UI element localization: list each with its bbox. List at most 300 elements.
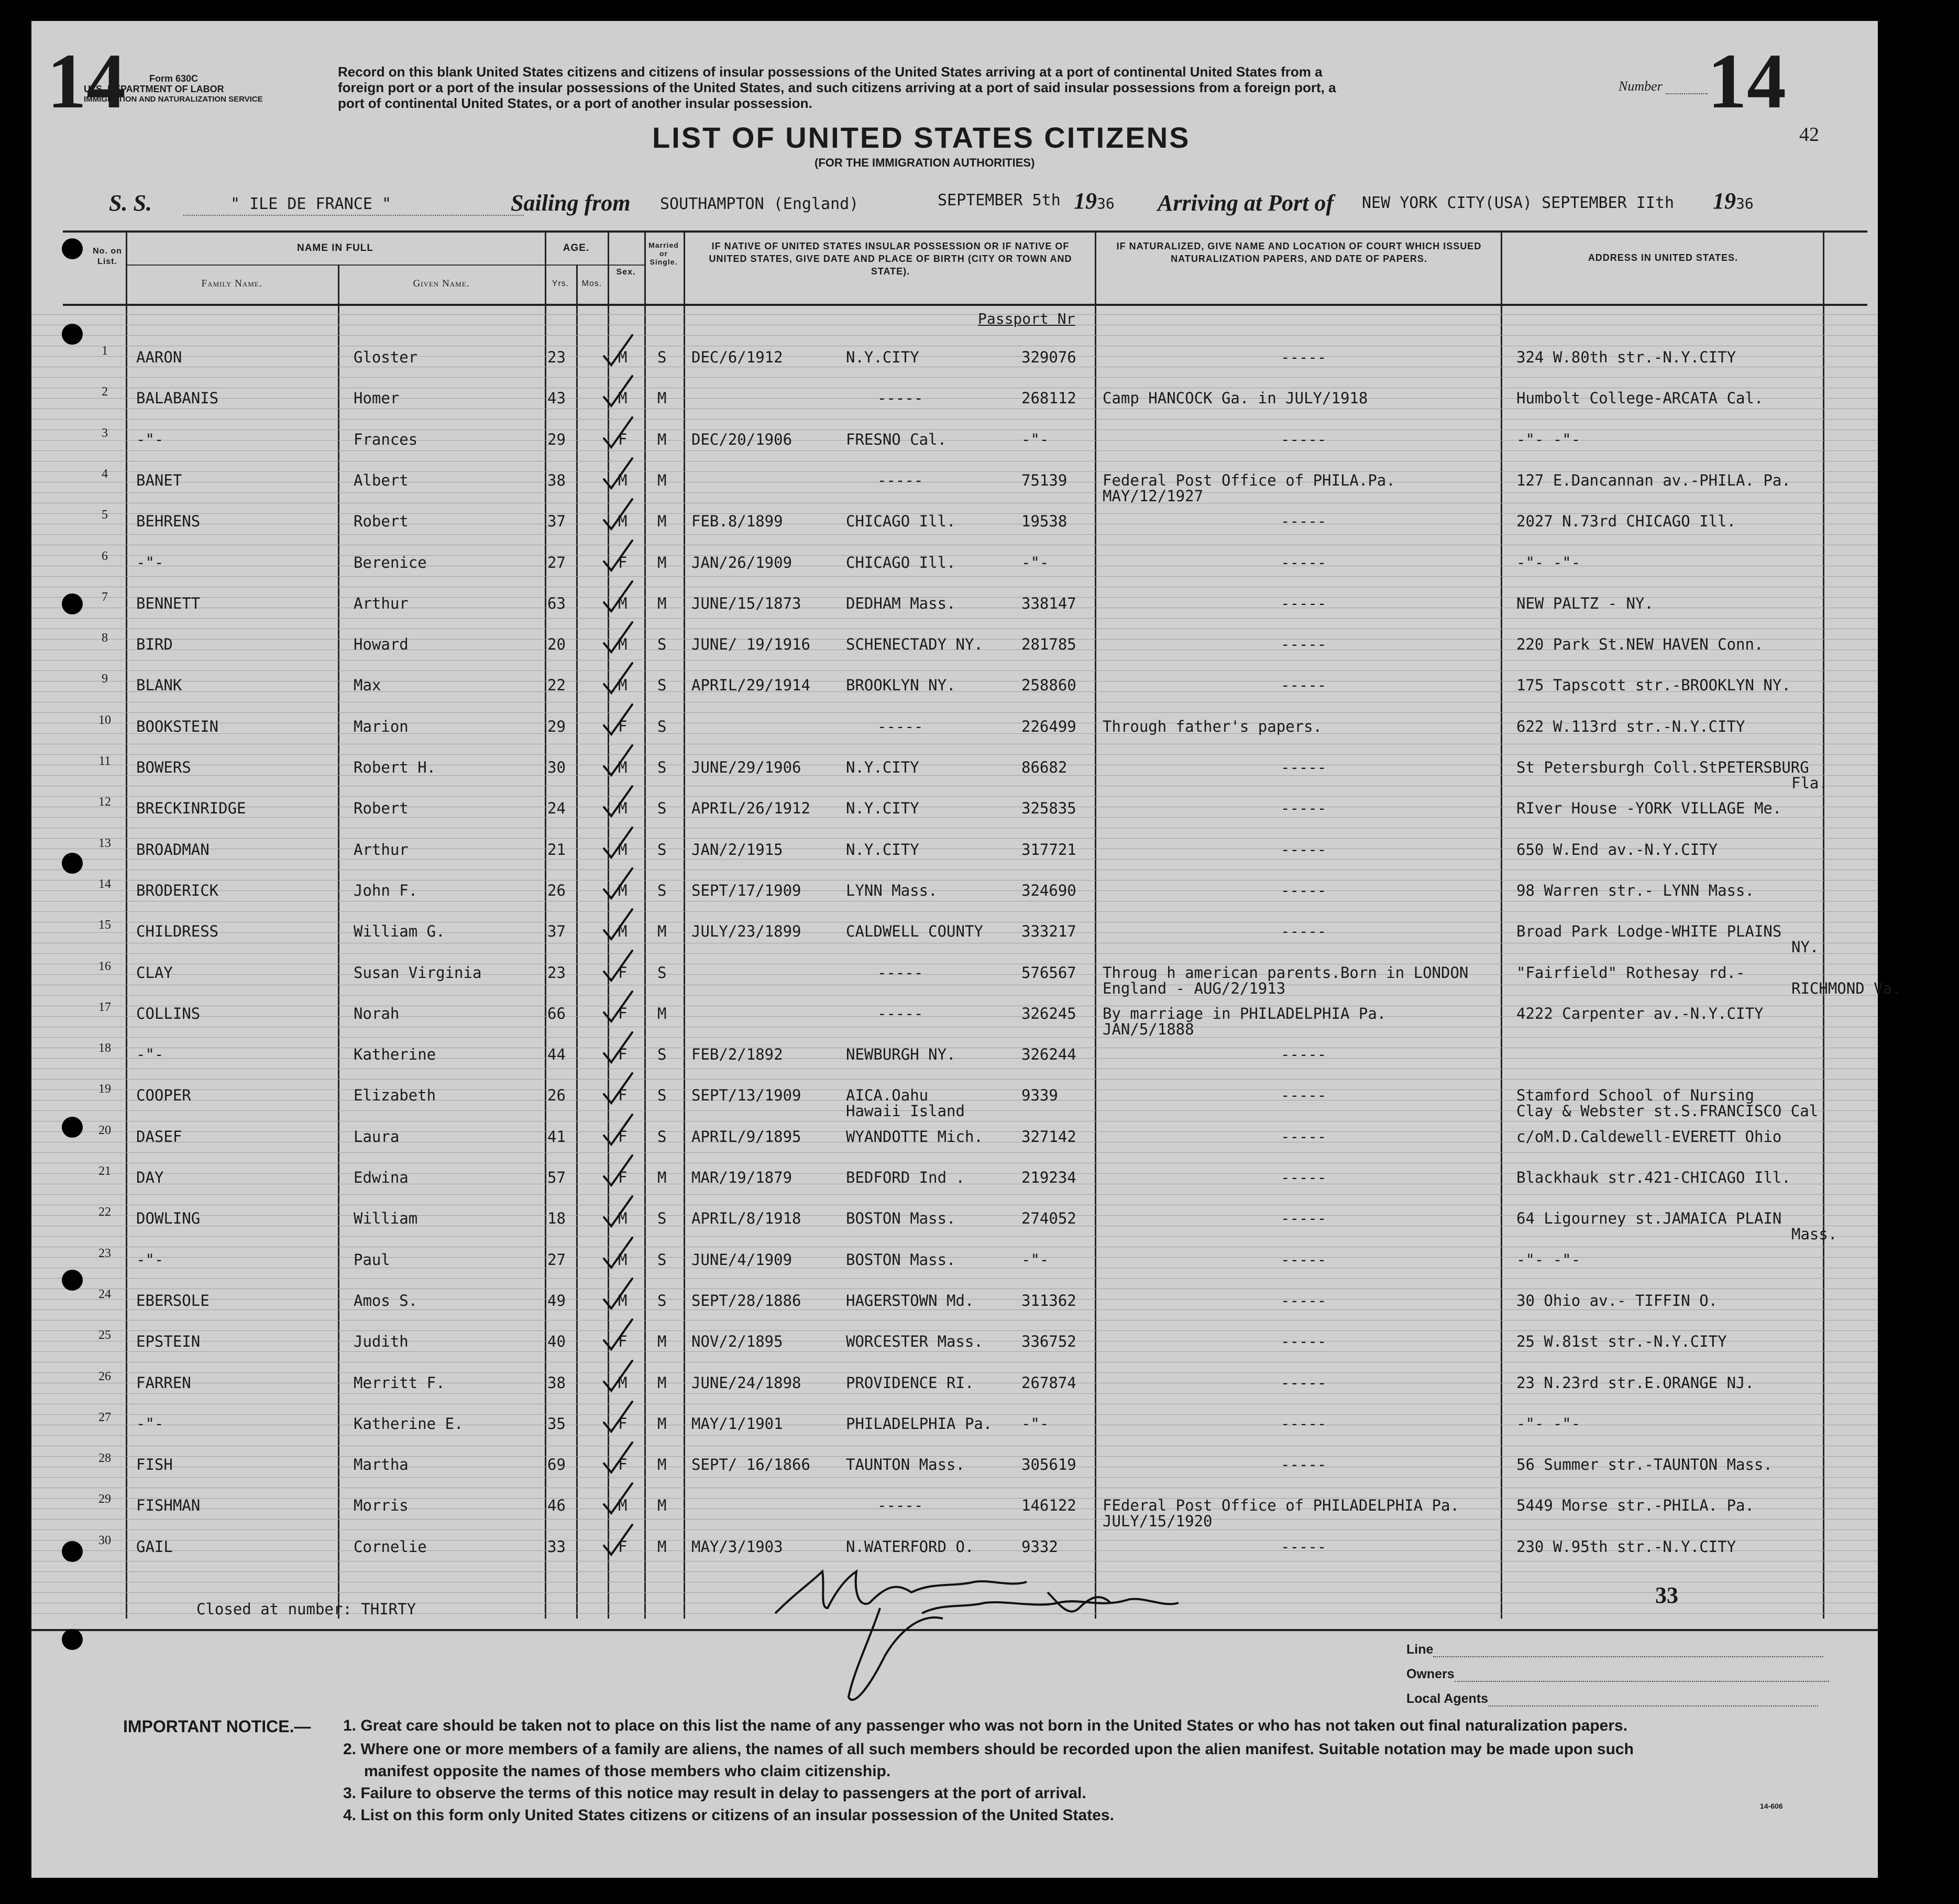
page-title: LIST OF UNITED STATES CITIZENS bbox=[652, 121, 1191, 154]
address: 2027 N.73rd CHICAGO Ill. bbox=[1516, 512, 1736, 531]
header-years: Yrs. bbox=[552, 279, 569, 288]
address: 23 N.23rd str.E.ORANGE NJ. bbox=[1516, 1373, 1754, 1392]
family-name: -"- bbox=[136, 430, 164, 448]
binder-hole bbox=[62, 1629, 83, 1650]
sex: F bbox=[618, 1414, 628, 1433]
address: Blackhauk str.421-CHICAGO Ill. bbox=[1516, 1169, 1791, 1186]
row-number: 27 bbox=[98, 1410, 111, 1424]
number-label bbox=[1619, 79, 1708, 94]
given-name: Marion bbox=[354, 717, 409, 735]
check-mark-icon bbox=[600, 579, 636, 615]
naturalization: ----- bbox=[1281, 922, 1327, 941]
row-number: 9 bbox=[102, 672, 108, 686]
check-mark-icon bbox=[600, 456, 636, 492]
passport-number: -"- bbox=[1021, 430, 1049, 448]
given-name: Katherine E. bbox=[354, 1414, 464, 1433]
naturalization: ----- bbox=[1281, 635, 1327, 654]
family-name: -"- bbox=[136, 1045, 164, 1064]
ledger-rule bbox=[31, 880, 1878, 881]
passport-number: 326244 bbox=[1021, 1045, 1076, 1064]
ledger-rule bbox=[31, 1236, 1878, 1237]
given-name: Berenice bbox=[354, 553, 427, 571]
passport-header: Passport Nr bbox=[978, 310, 1075, 327]
row-number: 10 bbox=[98, 713, 111, 727]
sex: M bbox=[618, 348, 628, 366]
sex: F bbox=[618, 1169, 628, 1186]
marital-status: S bbox=[657, 348, 667, 366]
sex: F bbox=[618, 717, 628, 735]
marital-status: M bbox=[657, 430, 667, 448]
check-mark-icon bbox=[600, 661, 636, 697]
age-years: 23 bbox=[547, 348, 566, 366]
arriving-port: NEW YORK CITY(USA) SEPTEMBER IIth bbox=[1362, 194, 1675, 212]
birth-place: CHICAGO Ill. bbox=[846, 553, 956, 571]
row-number: 22 bbox=[98, 1205, 111, 1219]
ledger-rule bbox=[31, 440, 1878, 441]
address: 650 W.End av.-N.Y.CITY bbox=[1516, 840, 1718, 859]
address: 220 Park St.NEW HAVEN Conn. bbox=[1516, 635, 1764, 654]
age-years: 27 bbox=[547, 553, 566, 571]
age-years: 30 bbox=[547, 758, 566, 776]
passport-number: 9339 bbox=[1021, 1086, 1058, 1105]
birth-date: JUNE/24/1898 bbox=[691, 1373, 801, 1392]
marital-status: S bbox=[657, 881, 667, 899]
birth-place: N.Y.CITY bbox=[846, 758, 919, 776]
age-years: 22 bbox=[547, 676, 566, 695]
row-number: 4 bbox=[102, 467, 108, 481]
naturalization: ----- bbox=[1281, 594, 1327, 612]
passport-number: 267874 bbox=[1021, 1373, 1076, 1392]
birth-place: PROVIDENCE RI. bbox=[846, 1373, 974, 1392]
marital-status: S bbox=[657, 1086, 667, 1105]
owners-label: Owners bbox=[1406, 1667, 1455, 1681]
check-mark-icon bbox=[600, 333, 636, 369]
row-number: 19 bbox=[98, 1082, 111, 1096]
birth-date: FEB.8/1899 bbox=[691, 512, 783, 531]
check-mark-icon bbox=[600, 1235, 636, 1272]
address: 98 Warren str.- LYNN Mass. bbox=[1516, 881, 1754, 899]
binder-hole bbox=[62, 593, 83, 614]
header-given-name: Given Name. bbox=[413, 278, 470, 289]
record-note-line-2: foreign port or a port of the insular possessions of the United States, and such citizens arriving at a port of said insular possessions from a foreign port, a bbox=[338, 80, 1336, 95]
check-mark-icon bbox=[600, 1522, 636, 1559]
naturalization: ----- bbox=[1281, 1414, 1327, 1433]
passport-number: 327142 bbox=[1021, 1127, 1076, 1146]
passport-number: 219234 bbox=[1021, 1169, 1076, 1186]
sex: M bbox=[618, 1291, 628, 1309]
family-name: COOPER bbox=[136, 1086, 191, 1105]
sailing-year-suffix: 36 bbox=[1097, 195, 1115, 212]
address-line-2: RICHMOND Va. bbox=[1791, 979, 1901, 997]
marital-status: M bbox=[657, 1496, 667, 1515]
row-number: 26 bbox=[98, 1369, 111, 1383]
ledger-rule bbox=[31, 450, 1878, 451]
check-mark-icon bbox=[600, 702, 636, 739]
row-number: 25 bbox=[98, 1328, 111, 1342]
row-number: 23 bbox=[98, 1246, 111, 1260]
arriving-year-suffix: 36 bbox=[1736, 195, 1754, 212]
naturalization: ----- bbox=[1281, 1291, 1327, 1309]
row-number: 17 bbox=[98, 1000, 111, 1014]
check-mark-icon bbox=[600, 743, 636, 779]
ship-name: " ILE DE FRANCE " bbox=[230, 195, 392, 213]
row-number: 14 bbox=[98, 877, 111, 891]
age-years: 38 bbox=[547, 471, 566, 489]
age-years: 66 bbox=[547, 1004, 566, 1022]
sailing-year-prefix: 19 bbox=[1074, 188, 1097, 214]
given-name: Elizabeth bbox=[354, 1086, 436, 1105]
family-name: BEHRENS bbox=[136, 512, 201, 531]
header-naturalized: IF NATURALIZED, GIVE NAME AND LOCATION OF COURT WHICH ISSUED NATURALIZATION PAPERS, AND DATE OF PAPERS. bbox=[1116, 241, 1482, 264]
birth-date: APRIL/29/1914 bbox=[691, 676, 810, 695]
birth-place: PHILADELPHIA Pa. bbox=[846, 1414, 993, 1433]
age-years: 26 bbox=[547, 881, 566, 899]
passport-number: -"- bbox=[1021, 1414, 1049, 1433]
passport-number: 305619 bbox=[1021, 1456, 1076, 1474]
ledger-rule bbox=[31, 314, 1878, 315]
sex: M bbox=[618, 471, 628, 489]
marital-status: M bbox=[657, 553, 667, 571]
given-name: Susan Virginia bbox=[354, 963, 482, 982]
given-name: Morris bbox=[354, 1496, 409, 1515]
given-name: Cornelie bbox=[354, 1537, 427, 1556]
family-name: EPSTEIN bbox=[136, 1333, 201, 1351]
marital-status: S bbox=[657, 1045, 667, 1064]
address: 25 W.81st str.-N.Y.CITY bbox=[1516, 1333, 1727, 1351]
check-mark-icon bbox=[600, 620, 636, 656]
birth-place: LYNN Mass. bbox=[846, 881, 938, 899]
age-years: 63 bbox=[547, 594, 566, 612]
address: Broad Park Lodge-WHITE PLAINS bbox=[1516, 922, 1782, 941]
check-mark-icon bbox=[600, 989, 636, 1026]
check-mark-icon bbox=[600, 784, 636, 820]
sailing-label: Sailing from bbox=[511, 190, 631, 216]
naturalization: Throug h american parents.Born in LONDON bbox=[1103, 963, 1469, 982]
birth-date: JAN/26/1909 bbox=[691, 553, 793, 571]
notice-item-4: 4. List on this form only United States citizens or citizens of an insular possession of the United States. bbox=[343, 1807, 1114, 1824]
passport-number: 281785 bbox=[1021, 635, 1076, 654]
birth-place: CHICAGO Ill. bbox=[846, 512, 956, 531]
ledger-rule bbox=[31, 660, 1878, 661]
family-name: BLANK bbox=[136, 676, 182, 695]
birth-place: SCHENECTADY NY. bbox=[846, 635, 983, 654]
marital-status: M bbox=[657, 512, 667, 531]
naturalization: ----- bbox=[1281, 799, 1327, 818]
naturalization: ----- bbox=[1281, 1537, 1327, 1556]
ledger-rule bbox=[31, 953, 1878, 954]
sex: F bbox=[618, 1045, 628, 1064]
naturalization: ----- bbox=[1281, 1086, 1327, 1105]
given-name: Paul bbox=[354, 1250, 390, 1269]
birth-date: SEPT/ 16/1866 bbox=[691, 1456, 810, 1474]
family-name: EBERSOLE bbox=[136, 1291, 210, 1309]
sailing-year bbox=[1074, 188, 1115, 214]
given-name: Robert H. bbox=[354, 758, 436, 776]
given-name: Robert bbox=[354, 799, 409, 818]
header-sex: Sex. bbox=[616, 268, 636, 277]
sex: M bbox=[618, 758, 628, 776]
family-name: DAY bbox=[136, 1169, 164, 1186]
birth-place: CALDWELL COUNTY bbox=[846, 922, 983, 941]
address-line-2: Fla. bbox=[1791, 774, 1828, 792]
age-years: 24 bbox=[547, 799, 566, 818]
header-name-in-full: NAME IN FULL bbox=[296, 243, 374, 254]
marital-status: S bbox=[657, 963, 667, 982]
naturalization: Federal Post Office of PHILA.Pa. bbox=[1103, 471, 1395, 489]
passport-number: 329076 bbox=[1021, 348, 1076, 366]
birth-place: ----- bbox=[877, 963, 923, 982]
sex: M bbox=[618, 594, 628, 612]
check-mark-icon bbox=[600, 1071, 636, 1107]
sex: M bbox=[618, 389, 628, 408]
ledger-rule bbox=[31, 670, 1878, 671]
ledger-rule bbox=[31, 377, 1878, 378]
sex: F bbox=[618, 1456, 628, 1474]
marital-status: M bbox=[657, 594, 667, 612]
marital-status: S bbox=[657, 840, 667, 859]
notice-item-2: 2. Where one or more members of a family are aliens, the names of all such members should be recorded upon the alien manifest. Suitable notation may be made upon such bbox=[343, 1741, 1634, 1758]
age-years: 69 bbox=[547, 1456, 566, 1474]
ledger-rule bbox=[31, 618, 1878, 619]
passport-number: 86682 bbox=[1021, 758, 1067, 776]
marital-status: S bbox=[657, 717, 667, 735]
given-name: Albert bbox=[354, 471, 409, 489]
birth-date: JUNE/4/1909 bbox=[691, 1250, 793, 1269]
marital-status: M bbox=[657, 389, 667, 408]
marital-status: S bbox=[657, 1291, 667, 1309]
age-years: 29 bbox=[547, 430, 566, 448]
row-number: 24 bbox=[98, 1287, 111, 1301]
passport-number: 9332 bbox=[1021, 1537, 1058, 1556]
address-line-2: Clay & Webster st.S.FRANCISCO Cal bbox=[1516, 1102, 1819, 1120]
ledger-rule bbox=[31, 1435, 1878, 1436]
passport-number: 311362 bbox=[1021, 1291, 1076, 1309]
check-mark-icon bbox=[600, 1358, 636, 1395]
birth-place: NEWBURGH NY. bbox=[846, 1045, 956, 1064]
birth-date: NOV/2/1895 bbox=[691, 1333, 783, 1351]
row-number: 18 bbox=[98, 1041, 111, 1055]
ledger-rule bbox=[31, 838, 1878, 839]
marital-status: M bbox=[657, 1333, 667, 1351]
age-years: 20 bbox=[547, 635, 566, 654]
marital-status: M bbox=[657, 922, 667, 941]
naturalization: ----- bbox=[1281, 676, 1327, 695]
form-code: 14-606 bbox=[1760, 1802, 1783, 1810]
passport-number: 226499 bbox=[1021, 717, 1076, 735]
birth-date: SEPT/13/1909 bbox=[691, 1086, 801, 1105]
given-name: Amos S. bbox=[354, 1291, 418, 1309]
address: 324 W.80th str.-N.Y.CITY bbox=[1516, 348, 1736, 366]
local-agents-field bbox=[1406, 1691, 1818, 1707]
sex: M bbox=[618, 840, 628, 859]
row-number: 7 bbox=[102, 590, 108, 604]
sex: M bbox=[618, 881, 628, 899]
marital-status: S bbox=[657, 758, 667, 776]
given-name: Frances bbox=[354, 430, 418, 448]
ledger-rule bbox=[31, 1079, 1878, 1080]
ledger-rule bbox=[31, 1393, 1878, 1394]
age-years: 49 bbox=[547, 1291, 566, 1309]
naturalization: Through father's papers. bbox=[1103, 717, 1323, 735]
row-number: 1 bbox=[102, 344, 108, 358]
passport-number: 146122 bbox=[1021, 1496, 1076, 1515]
marital-status: M bbox=[657, 1373, 667, 1392]
family-name: BANET bbox=[136, 471, 182, 489]
given-name: Norah bbox=[354, 1004, 400, 1022]
address: Humbolt College-ARCATA Cal. bbox=[1516, 389, 1764, 408]
naturalization: ----- bbox=[1281, 1456, 1327, 1474]
birth-date: DEC/6/1912 bbox=[691, 348, 783, 366]
marital-status: M bbox=[657, 471, 667, 489]
closed-at-number: Closed at number: THIRTY bbox=[196, 1600, 416, 1618]
naturalization: ----- bbox=[1281, 348, 1327, 366]
age-years: 33 bbox=[547, 1537, 566, 1556]
ledger-rule bbox=[31, 1037, 1878, 1038]
address-line-2: Mass. bbox=[1791, 1225, 1837, 1243]
given-name: Arthur bbox=[354, 594, 409, 612]
given-name: Martha bbox=[354, 1456, 409, 1474]
age-years: 26 bbox=[547, 1086, 566, 1105]
family-name: DOWLING bbox=[136, 1209, 201, 1228]
family-name: CLAY bbox=[136, 963, 173, 982]
birth-place: BOSTON Mass. bbox=[846, 1250, 956, 1269]
address: 5449 Morse str.-PHILA. Pa. bbox=[1516, 1496, 1754, 1515]
naturalization-line-2: MAY/12/1927 bbox=[1103, 487, 1204, 505]
birth-place: N.Y.CITY bbox=[846, 348, 919, 366]
line-field bbox=[1406, 1642, 1823, 1657]
passport-number: 268112 bbox=[1021, 389, 1076, 408]
sex: F bbox=[618, 430, 628, 448]
family-name: FISH bbox=[136, 1456, 173, 1474]
birth-place: N.WATERFORD O. bbox=[846, 1537, 974, 1556]
check-mark-icon bbox=[600, 1030, 636, 1066]
age-years: 41 bbox=[547, 1127, 566, 1146]
birth-date: MAR/19/1879 bbox=[691, 1169, 793, 1186]
record-note-line-1: Record on this blank United States citizens and citizens of insular possessions of the United States arriving at a port of continental United States from a bbox=[338, 64, 1323, 80]
sailing-date: SEPTEMBER 5th bbox=[938, 191, 1061, 210]
age-years: 37 bbox=[547, 512, 566, 531]
manifest-sheet bbox=[31, 21, 1901, 1878]
department-name: U. S. DEPARTMENT OF LABOR bbox=[84, 84, 224, 94]
row-number: 16 bbox=[98, 959, 111, 973]
birth-place: AICA.Oahu bbox=[846, 1086, 929, 1105]
naturalization: ----- bbox=[1281, 1333, 1327, 1351]
form-number: Form 630C bbox=[149, 73, 199, 84]
service-name: IMMIGRATION AND NATURALIZATION SERVICE bbox=[84, 95, 263, 104]
check-mark-icon bbox=[600, 1153, 636, 1190]
notice-item-2-cont: manifest opposite the names of those members who claim citizenship. bbox=[364, 1763, 891, 1780]
check-mark-icon bbox=[600, 1317, 636, 1353]
owners-field bbox=[1406, 1667, 1829, 1682]
sex: F bbox=[618, 1086, 628, 1105]
sex: M bbox=[618, 1373, 628, 1392]
age-years: 44 bbox=[547, 1045, 566, 1064]
ledger-rule bbox=[31, 335, 1878, 336]
given-name: Howard bbox=[354, 635, 409, 654]
inspector-signature bbox=[765, 1550, 1315, 1723]
family-name: DASEF bbox=[136, 1127, 182, 1146]
birth-date: JUNE/15/1873 bbox=[691, 594, 801, 612]
marital-status: S bbox=[657, 1209, 667, 1228]
passport-number: 317721 bbox=[1021, 840, 1076, 859]
address: -"- -"- bbox=[1516, 430, 1581, 448]
row-number: 28 bbox=[98, 1451, 111, 1466]
row-number: 13 bbox=[98, 836, 111, 850]
family-name: BIRD bbox=[136, 635, 173, 654]
given-name: Edwina bbox=[354, 1169, 409, 1186]
header-birth: IF NATIVE OF UNITED STATES INSULAR POSSESSION OR IF NATIVE OF UNITED STATES, GIVE DATE AND PLACE OF BIRTH (CITY OR TOWN AND STATE). bbox=[709, 241, 1072, 277]
passport-number: 325835 bbox=[1021, 799, 1076, 818]
naturalization: By marriage in PHILADELPHIA Pa. bbox=[1103, 1004, 1386, 1022]
marital-status: M bbox=[657, 1414, 667, 1433]
ledger-rule bbox=[31, 492, 1878, 493]
ledger-rule bbox=[31, 1309, 1878, 1310]
sex: M bbox=[618, 1209, 628, 1228]
naturalization: ----- bbox=[1281, 1250, 1327, 1269]
passport-number: -"- bbox=[1021, 553, 1049, 571]
birth-date: JAN/2/1915 bbox=[691, 840, 783, 859]
check-mark-icon bbox=[600, 825, 636, 862]
ledger-rule bbox=[31, 911, 1878, 912]
ledger-rule bbox=[31, 1351, 1878, 1352]
naturalization: ----- bbox=[1281, 1373, 1327, 1392]
birth-place: DEDHAM Mass. bbox=[846, 594, 956, 612]
family-name: BALABANIS bbox=[136, 389, 219, 408]
header-address: ADDRESS IN UNITED STATES. bbox=[1588, 252, 1738, 263]
age-years: 29 bbox=[547, 717, 566, 735]
address: 30 Ohio av.- TIFFIN O. bbox=[1516, 1291, 1718, 1309]
passport-number: 336752 bbox=[1021, 1333, 1076, 1351]
ledger-rule bbox=[31, 1278, 1878, 1279]
age-years: 35 bbox=[547, 1414, 566, 1433]
birth-place: ----- bbox=[877, 1004, 923, 1022]
record-note-line-3: port of continental United States, or a port of another insular possession. bbox=[338, 95, 812, 111]
family-name: CHILDRESS bbox=[136, 922, 219, 941]
page-number: 42 bbox=[1799, 124, 1819, 146]
family-name: FISHMAN bbox=[136, 1496, 201, 1515]
address: RIver House -YORK VILLAGE Me. bbox=[1516, 799, 1782, 818]
notice-item-1: 1. Great care should be taken not to place on this list the name of any passenger who was not born in the United States or who has not taken out final naturalization papers. bbox=[343, 1717, 1628, 1734]
ledger-rule bbox=[31, 1477, 1878, 1478]
ledger-rule bbox=[31, 576, 1878, 577]
row-number: 5 bbox=[102, 508, 108, 522]
row-number: 2 bbox=[102, 385, 108, 399]
check-mark-icon bbox=[600, 1276, 636, 1313]
birth-date: APRIL/26/1912 bbox=[691, 799, 810, 818]
address-line-2: NY. bbox=[1791, 938, 1819, 956]
family-name: BOWERS bbox=[136, 758, 191, 776]
birth-date: APRIL/9/1895 bbox=[691, 1127, 801, 1146]
ledger-rule bbox=[31, 712, 1878, 713]
sex: F bbox=[618, 1127, 628, 1146]
given-name: Gloster bbox=[354, 348, 418, 366]
sex: F bbox=[618, 1004, 628, 1022]
row-number: 29 bbox=[98, 1492, 111, 1506]
address: -"- -"- bbox=[1516, 553, 1581, 571]
row-number: 6 bbox=[102, 549, 108, 563]
age-years: 46 bbox=[547, 1496, 566, 1515]
ledger-rule bbox=[31, 1152, 1878, 1153]
naturalization-line-2: England - AUG/2/1913 bbox=[1103, 979, 1286, 997]
birth-place: BEDFORD Ind . bbox=[846, 1169, 965, 1186]
header-family-name: Family Name. bbox=[201, 278, 262, 289]
birth-date: DEC/20/1906 bbox=[691, 430, 793, 448]
birth-place: ----- bbox=[877, 389, 923, 408]
birth-date: MAY/1/1901 bbox=[691, 1414, 783, 1433]
birth-place: N.Y.CITY bbox=[846, 799, 919, 818]
address: 56 Summer str.-TAUNTON Mass. bbox=[1516, 1456, 1773, 1474]
given-name: Judith bbox=[354, 1333, 409, 1351]
